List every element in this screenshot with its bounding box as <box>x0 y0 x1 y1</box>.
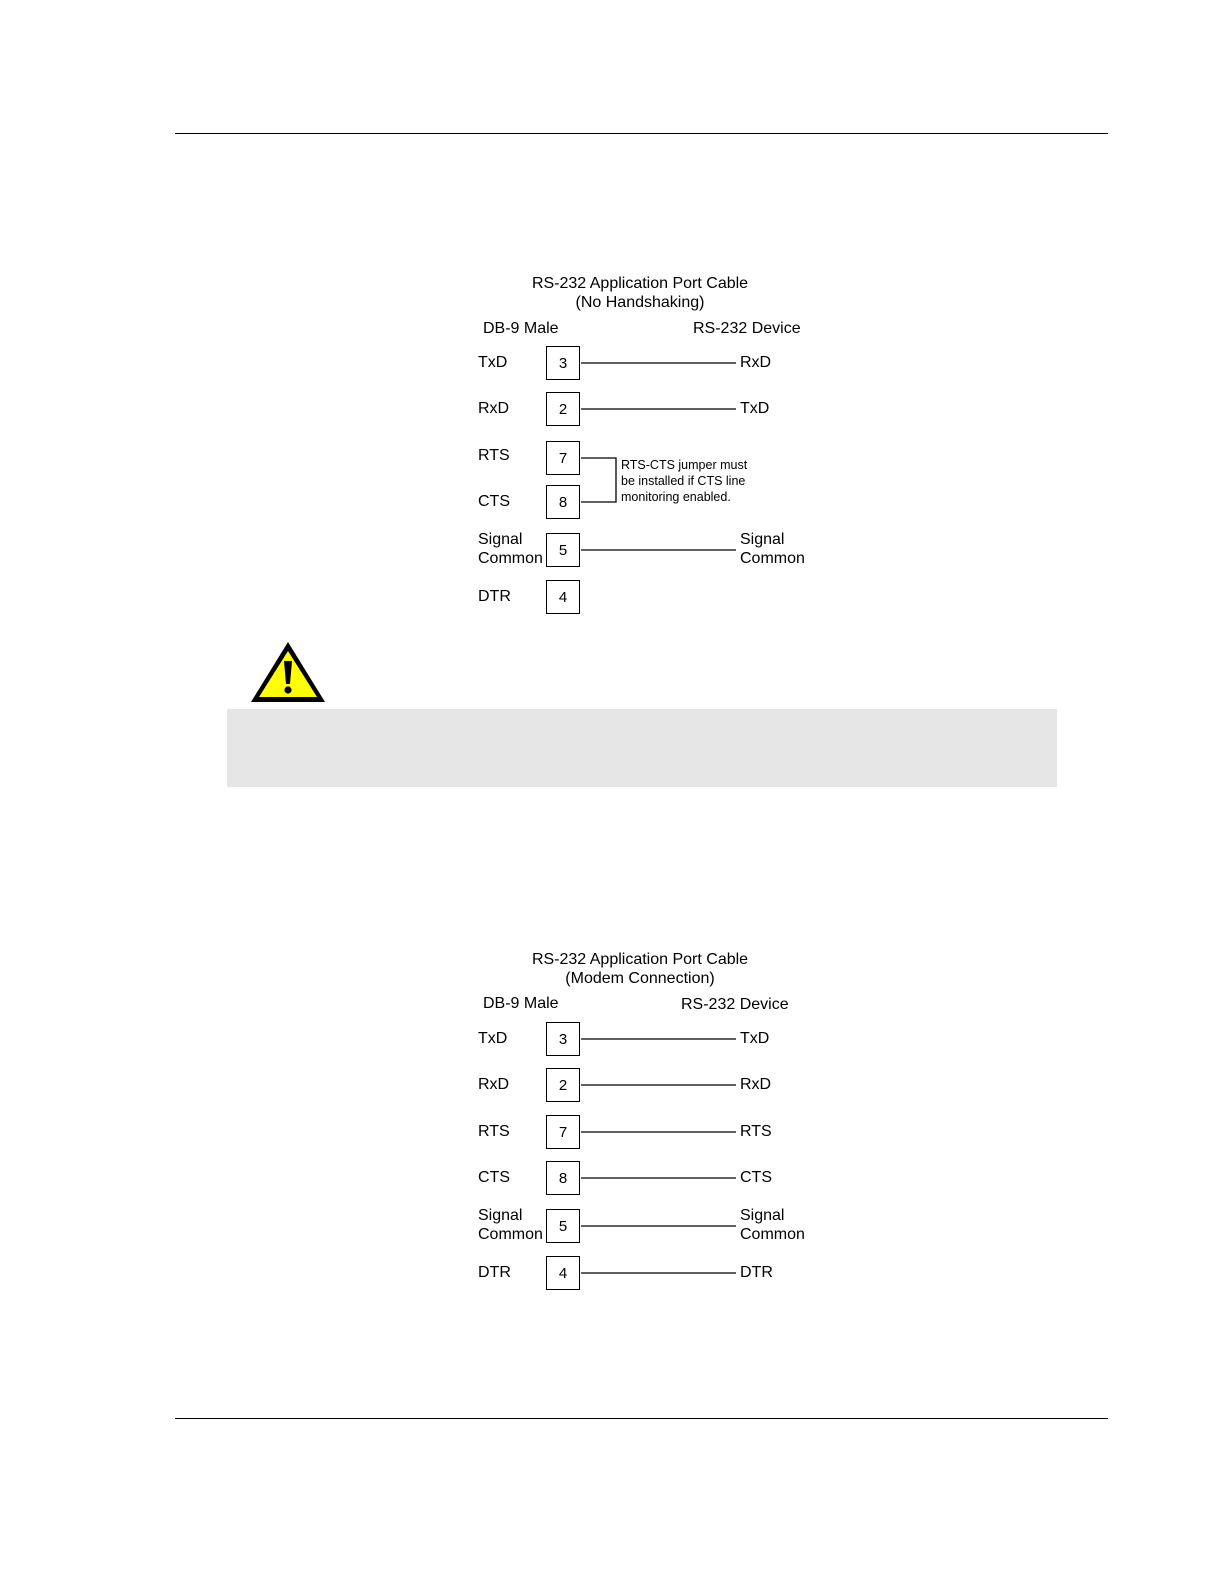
left-signal-label: Signal <box>478 1207 523 1224</box>
left-signal-label: DTR <box>478 588 511 605</box>
right-signal-label: RTS <box>740 1123 772 1140</box>
pin-box: 5 <box>546 533 580 567</box>
pin-box: 8 <box>546 485 580 519</box>
left-signal-label: TxD <box>478 1030 508 1047</box>
pin-box: 5 <box>546 1209 580 1243</box>
warning-box <box>227 709 1057 787</box>
right-header: RS-232 Device <box>681 996 789 1013</box>
pin-box: 3 <box>546 1022 580 1056</box>
right-signal-label: Common <box>740 550 805 567</box>
left-signal-label: Common <box>478 1226 543 1243</box>
cable-diagram-no-handshaking <box>440 270 840 620</box>
left-signal-label: TxD <box>478 354 508 371</box>
pin-box: 8 <box>546 1161 580 1195</box>
left-signal-label: RTS <box>478 1123 510 1140</box>
pin-box: 2 <box>546 1068 580 1102</box>
cable-diagram-modem-connection <box>440 946 840 1296</box>
jumper-note: monitoring enabled. <box>621 490 731 504</box>
pin-box: 7 <box>546 441 580 475</box>
right-signal-label: DTR <box>740 1264 773 1281</box>
footer-rule <box>175 1418 1108 1419</box>
right-signal-label: TxD <box>740 1030 770 1047</box>
left-signal-label: RxD <box>478 1076 510 1093</box>
right-signal-label: Signal <box>740 531 785 548</box>
right-signal-label: RxD <box>740 1076 772 1093</box>
rts-cts-jumper <box>581 458 616 502</box>
right-signal-label: RxD <box>740 354 772 371</box>
left-header: DB-9 Male <box>483 320 559 337</box>
right-signal-label: Signal <box>740 1207 785 1224</box>
pin-box: 3 <box>546 346 580 380</box>
right-header: RS-232 Device <box>693 320 801 337</box>
right-signal-label: TxD <box>740 400 770 417</box>
diagram-subtitle: (Modem Connection) <box>565 970 715 987</box>
right-signal-label: Common <box>740 1226 805 1243</box>
left-signal-label: RTS <box>478 447 510 464</box>
left-header: DB-9 Male <box>483 995 559 1012</box>
pin-box: 4 <box>546 1256 580 1290</box>
left-signal-label: CTS <box>478 493 510 510</box>
pin-box: 2 <box>546 392 580 426</box>
diagram-subtitle: (No Handshaking) <box>575 294 705 311</box>
diagram-title: RS-232 Application Port Cable <box>531 275 749 292</box>
pin-box: 7 <box>546 1115 580 1149</box>
right-signal-label: CTS <box>740 1169 772 1186</box>
left-signal-label: Signal <box>478 531 523 548</box>
left-signal-label: DTR <box>478 1264 511 1281</box>
jumper-note: RTS-CTS jumper must <box>621 458 748 472</box>
header-rule <box>175 133 1108 134</box>
left-signal-label: Common <box>478 550 543 567</box>
jumper-note: be installed if CTS line <box>621 474 746 488</box>
warning-triangle-icon <box>248 639 328 705</box>
pin-box: 4 <box>546 580 580 614</box>
left-signal-label: CTS <box>478 1169 510 1186</box>
diagram-title: RS-232 Application Port Cable <box>531 951 749 968</box>
left-signal-label: RxD <box>478 400 510 417</box>
